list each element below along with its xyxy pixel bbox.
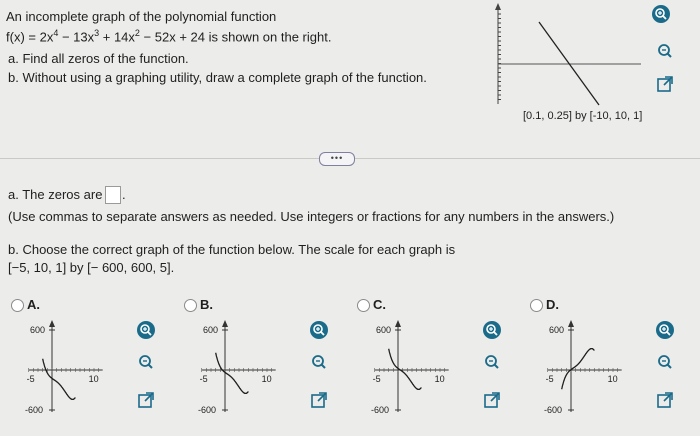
problem-intro: An incomplete graph of the polynomial function xyxy=(6,9,277,24)
zeros-prompt: a. The zeros are xyxy=(8,187,103,202)
y-axis-arrow xyxy=(49,320,55,327)
part-a-prompt: a. Find all zeros of the function. xyxy=(8,51,189,66)
y-max-label: 600 xyxy=(376,325,392,335)
x-max-label: 10 xyxy=(261,374,272,384)
x-max-label: 10 xyxy=(434,374,445,384)
x-max-label: 10 xyxy=(88,374,99,384)
y-min-label: -600 xyxy=(198,405,217,415)
option-a-zoom-in-icon[interactable] xyxy=(136,320,156,340)
option-d-zoom-out-icon[interactable] xyxy=(655,352,675,372)
option-b-graph[interactable] xyxy=(197,318,307,420)
option-b-popout-icon[interactable] xyxy=(309,390,329,410)
option-a-popout-icon[interactable] xyxy=(136,390,156,410)
part-b-instruction: b. Choose the correct graph of the function below. The scale for each graph is xyxy=(8,242,456,257)
zoom-in-icon[interactable] xyxy=(651,4,671,24)
option-c-zoom-out-icon[interactable] xyxy=(482,352,502,372)
option-d-label[interactable]: D. xyxy=(546,297,559,312)
option-a-label[interactable]: A. xyxy=(27,297,40,312)
y-min-label: -600 xyxy=(25,405,44,415)
option-d-radio[interactable] xyxy=(530,299,543,312)
x-min-label: -5 xyxy=(545,374,554,384)
option-b-zoom-out-icon[interactable] xyxy=(309,352,329,372)
option-c-popout-icon[interactable] xyxy=(482,390,502,410)
y-max-label: 600 xyxy=(203,325,219,335)
function-definition: $f(x) = 2x^4 - 13x^3 + 14x^2 - 52x + 24$ is shown on the right. xyxy=(6,28,332,45)
graph-window-label: [0.1, 0.25] by [-10, 10, 1] xyxy=(523,110,643,122)
partial-graph xyxy=(495,2,645,110)
y-min-label: -600 xyxy=(544,405,563,415)
option-d-popout-icon[interactable] xyxy=(655,390,675,410)
option-curve xyxy=(216,353,249,394)
option-a-zoom-out-icon[interactable] xyxy=(136,352,156,372)
option-curve xyxy=(43,359,76,400)
zeros-answer-input[interactable] xyxy=(105,186,121,204)
option-d-graph[interactable] xyxy=(543,318,653,420)
zoom-out-icon[interactable] xyxy=(655,41,675,61)
option-c-zoom-in-icon[interactable] xyxy=(482,320,502,340)
y-max-label: 600 xyxy=(549,325,565,335)
y-min-label: -600 xyxy=(371,405,390,415)
x-min-label: -5 xyxy=(26,374,35,384)
option-c-graph[interactable] xyxy=(370,318,480,420)
option-a-radio[interactable] xyxy=(11,299,24,312)
option-c-label[interactable]: C. xyxy=(373,297,386,312)
x-min-label: -5 xyxy=(199,374,208,384)
option-d-zoom-in-icon[interactable] xyxy=(655,320,675,340)
popout-icon[interactable] xyxy=(655,74,675,94)
option-b-radio[interactable] xyxy=(184,299,197,312)
y-axis-arrow xyxy=(568,320,574,327)
y-axis-arrow xyxy=(222,320,228,327)
y-max-label: 600 xyxy=(30,325,46,335)
part-b-prompt: b. Without using a graphing utility, draw a complete graph of the function. xyxy=(8,70,427,85)
y-axis-arrow xyxy=(495,3,501,10)
x-max-label: 10 xyxy=(607,374,618,384)
zeros-hint: (Use commas to separate answers as needed. Use integers or fractions for any numbers in the answers.) xyxy=(8,209,615,224)
option-a-graph[interactable] xyxy=(24,318,134,420)
option-b-label[interactable]: B. xyxy=(200,297,213,312)
option-b-zoom-in-icon[interactable] xyxy=(309,320,329,340)
y-axis-arrow xyxy=(395,320,401,327)
option-c-radio[interactable] xyxy=(357,299,370,312)
more-button[interactable]: ••• xyxy=(319,152,355,166)
x-min-label: -5 xyxy=(372,374,381,384)
part-b-scale: [−5, 10, 1] by [− 600, 600, 5]. xyxy=(8,260,175,275)
period-text: . xyxy=(122,187,126,202)
